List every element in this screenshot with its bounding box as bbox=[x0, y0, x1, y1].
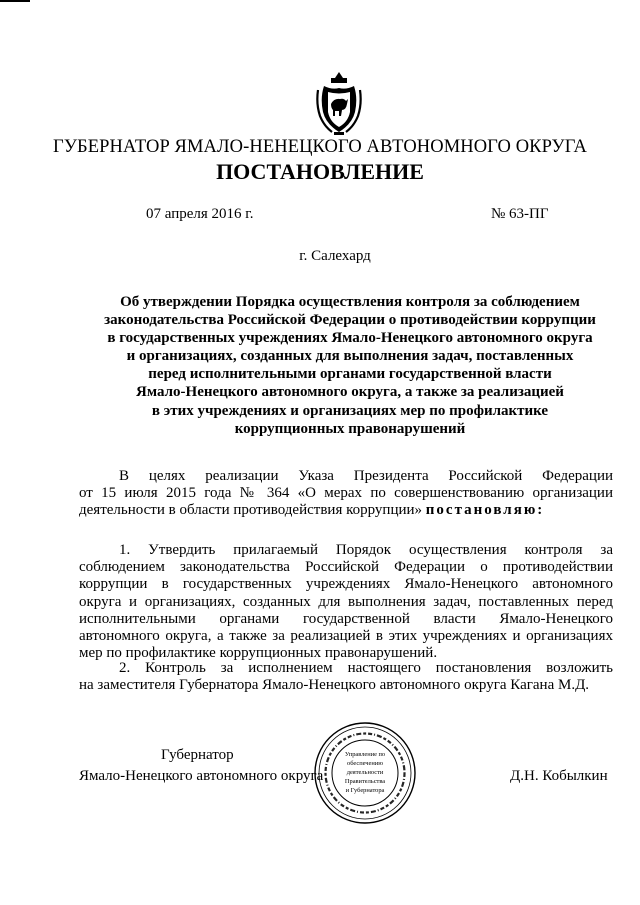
clause-line: исполнительными органами государственной власти Ямало-Ненецкого bbox=[79, 610, 613, 627]
document-number: № 63-ПГ bbox=[491, 206, 549, 222]
signer-region: Ямало-Ненецкого автономного округа bbox=[79, 768, 324, 784]
document-subject bbox=[80, 293, 620, 438]
stamp-seal-icon bbox=[312, 720, 418, 826]
subject-line: Об утверждении Порядка осуществления контроля за соблюдением bbox=[120, 294, 580, 310]
seal-inner-line: Правительства bbox=[344, 778, 386, 785]
issuing-authority: ГУБЕРНАТОР ЯМАЛО-НЕНЕЦКОГО АВТОНОМНОГО ОКРУГА bbox=[53, 137, 587, 157]
signer-role: Губернатор bbox=[161, 747, 234, 763]
subject-line: перед исполнительными органами государственной власти bbox=[148, 366, 552, 383]
document-type: ПОСТАНОВЛЕНИЕ bbox=[216, 159, 424, 184]
clause-line: мер по профилактике коррупционных правонарушений. bbox=[79, 645, 438, 662]
clause-line: коррупции в государственных учреждениях Ямало-Ненецкого автономного bbox=[79, 576, 613, 593]
preamble-paragraph bbox=[79, 468, 613, 520]
clause-2 bbox=[79, 660, 613, 694]
subject-line: в этих учреждениях и организациях мер по профилактике bbox=[151, 402, 549, 419]
coat-of-arms-icon bbox=[316, 68, 362, 136]
preamble-line: от 15 июля 2015 года № 364 «О мерах по совершенствованию организации bbox=[79, 485, 613, 502]
subject-line: в государственных учреждениях Ямало-Ненецкого автономного округа bbox=[107, 330, 593, 347]
document-date: 07 апреля 2016 г. bbox=[146, 206, 254, 222]
seal-inner-line: и Губернатора bbox=[345, 787, 385, 794]
subject-line: и организациях, созданных для выполнения задач, поставленных bbox=[126, 348, 574, 365]
clause-line: автономного округа, а также за реализацией в этих учреждениях и организациях bbox=[79, 627, 613, 644]
seal-inner-line: обеспечению bbox=[347, 760, 383, 767]
decree-word: постановляю: bbox=[425, 502, 545, 519]
scan-corner-mark bbox=[0, 0, 30, 2]
preamble-line bbox=[79, 502, 613, 519]
subject-line: законодательства Российской Федерации о противодействии коррупции bbox=[104, 312, 596, 329]
preamble-line: В целях реализации Указа Президента Российской Федерации bbox=[119, 468, 613, 484]
clause-line: 1. Утвердить прилагаемый Порядок осуществления контроля за bbox=[119, 542, 613, 558]
clause-line: 2. Контроль за исполнением настоящего постановления возложить bbox=[119, 660, 613, 676]
clause-1 bbox=[79, 542, 613, 662]
clause-line: округа и организациях, созданных для выполнения задач, поставленных перед bbox=[79, 593, 613, 610]
preamble-text: деятельности в области противодействия коррупции» bbox=[79, 502, 423, 519]
clause-line: соблюдением законодательства Российской Федерации о противодействии bbox=[79, 559, 613, 576]
subject-line: Ямало-Ненецкого автономного округа, а также за реализацией bbox=[136, 384, 564, 401]
subject-line: коррупционных правонарушений bbox=[234, 420, 466, 437]
signer-name: Д.Н. Кобылкин bbox=[510, 768, 608, 784]
clause-line: на заместителя Губернатора Ямало-Ненецкого автономного округа Кагана М.Д. bbox=[79, 677, 590, 694]
document-place: г. Салехард bbox=[299, 248, 371, 264]
seal-inner-line: деятельности bbox=[346, 769, 384, 776]
seal-inner-line: Управление по bbox=[344, 751, 386, 758]
